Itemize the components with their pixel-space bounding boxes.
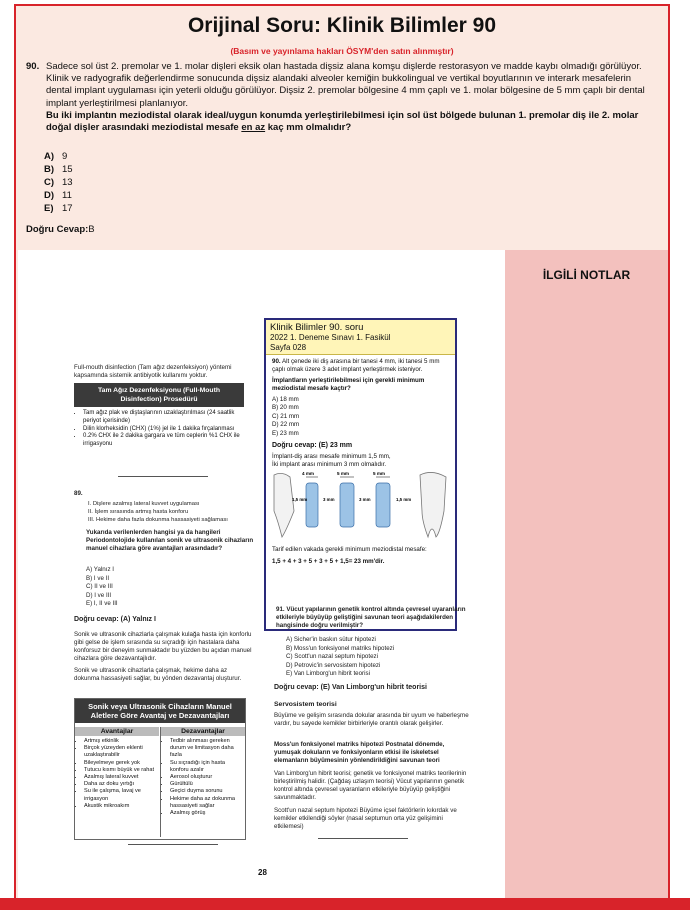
reference-question-box [264, 318, 457, 631]
book-page [18, 250, 505, 904]
notes-column [505, 250, 668, 904]
divider [318, 838, 408, 839]
page-title: Orijinal Soru: Klinik Bilimler 90 [187, 14, 497, 37]
copyright-notice: (Basım ve yayınlama hakları ÖSYM'den satın alınmıştır) [230, 46, 454, 56]
table-title: Sonik veya Ultrasonik Cihazların Manuel Aletlere Göre Avantaj ve Dezavantajları [75, 699, 245, 723]
page-number: 28 [258, 868, 267, 877]
option-d: D) 11 [44, 190, 72, 201]
reference-header: Klinik Bilimler 90. soru 2022 1. Deneme Sınavı 1. Fasikül Sayfa 028 [266, 320, 455, 355]
comparison-table [74, 698, 246, 840]
dim-label: 4 mm [302, 471, 315, 477]
book-intro: Full-mouth disinfection (Tam ağız dezenfeksiyon) yöntemi kapsamında sistemik antibiyotik kullanımı yoktur. [74, 364, 232, 379]
option-a: A) 9 [44, 151, 68, 162]
q89-answer: Doğru cevap: (A) Yalnız I [74, 616, 156, 623]
q91-options: A) Sicher'in baskın sütur hipotezi B) Moss'un fonksiyonel matriks hipotezi C) Scott'un nazal septum hipotezi D) Petrovic'in servosistem hipotezi E) Van Limborg'un hibrit teorisi [286, 636, 395, 678]
list-item: • Tam ağız plak ve diştaşlarının uzaklaştırılması (24 saatlik periyot içerisinde) [83, 410, 244, 426]
question-text [46, 61, 652, 134]
q91-heading: Servosistem teorisi [274, 701, 337, 708]
implant-diagram [272, 471, 450, 541]
dim-label: 1,5 mm [396, 497, 412, 503]
option-c: C) 13 [44, 177, 73, 188]
q91-stem: 91. Vücut yapılarının genetik kontrol altında çevresel uyaranların etkileriyle büyüyüp geliştiğini savunan teori aşağıdakilerden hangisinde doğru verilmiştir? [276, 606, 466, 629]
q89-stem: Yukarıda verilenlerden hangisi ya da hangileri Periodontolojide kullanılan sonik ve ultrasonik cihazların manuel cihazlara göre avantajları arasındadır? [86, 529, 254, 552]
disinfection-box-title: Tam Ağız Dezenfeksiyonu (Full-Mouth Disinfection) Prosedürü [74, 383, 244, 407]
correct-answer: Doğru Cevap:B [26, 224, 95, 235]
option-e: E) 17 [44, 203, 73, 214]
q91-paragraph-1: Büyüme ve gelişim sırasında dokular arasında bir uyum ve haberleşme vardır, bu sayede kemikler birbirleriyle orantılı olarak gelişirler. [274, 712, 469, 727]
q91-answer: Doğru cevap: (E) Van Limborg'un hibrit teorisi [274, 684, 427, 691]
q89-options: A) Yalnız I B) I ve II C) II ve III D) I ve III E) I, II ve III [86, 566, 118, 608]
q91-paragraph-2: Moss'un fonksiyonel matriks hipotezi Postnatal dönemde, yumuşak dokuların ve fonksiyonların etkisi ile iskeletsel elemanların büyümesinin yönlendirildiğini savunan teori [274, 741, 445, 764]
dim-label: 5 mm [337, 471, 350, 477]
table-header: Dezavantajlar [161, 727, 245, 736]
table-header: Avantajlar [75, 727, 159, 736]
disadvantages-column: Dezavantajlar • Tedbir alınması gereken durum ve limitasyon daha fazla • Su sıçradığı için hasta konforu azalır • Aerosol oluşturur • Gürültülü • Geçici duyma sorunu • Hekime daha az dokunma hassasiyeti sağlar • Azalmış görüş [160, 727, 245, 837]
question-ask: Bu iki implantın meziodistal olarak ideal/uygun konumda yerleştirilebilmesi için sol üst bölgede bulunan 1. premolar diş ile 2. molar doğal dişler arasındaki meziodistal mesafe en az kaç mm olmalıdır? [46, 109, 639, 134]
disinfection-box [74, 383, 244, 449]
dim-label: 3 mm [359, 497, 371, 503]
divider [118, 476, 208, 477]
question-number: 90. [26, 61, 40, 72]
dim-label: 1,5 mm [292, 497, 308, 503]
q89-number: 89. [74, 490, 83, 497]
reference-body: 90. Alt çenede iki diş arasına bir tanesi 4 mm, iki tanesi 5 mm çaplı olmak üzere 3 adet implant yerleştirmek isteniyor. İmplantların yerleştirilebilmesi için gerekli minimum meziodistal mesafe kaçtır? A) 18 mm B) 20 mm C) 21 mm D) 22 mm E) 23 mm Doğru cevap: (E) 23 mm İmplant-diş arası mesafe minimum 1,5 mm, İki implant arası minimum 3 mm olmalıdır. 4 mm 5 mm 5 mm 1,5 mm 3 mm 3 mm 1,5 mm Tarif edilen vakada gerekli minimum meziodistal mesafe: 1,5 + 4 + 3 + 5 + 3 + 5 + 1,5= 23 mm'dir. [266, 355, 455, 569]
answer-options [44, 150, 73, 215]
notes-title: İLGİLİ NOTLAR [542, 268, 631, 282]
dim-label: 3 mm [323, 497, 335, 503]
list-item: • 0.2% CHX ile 2 dakika gargara ve tüm ceplerin %1 CHX ile irrigasyonu [83, 433, 244, 449]
dim-label: 5 mm [373, 471, 386, 477]
advantages-column: Avantajlar • Artmış etkinlik • Birçok yüzeyden eklenti uzaklaştırabilir • Bileyelmeye gerek yok • Tutucu kısmı büyük ve rahat • Azalmış lateral kuvvet • Daha az doku yırtığı • Su ile çalışma, lavaj ve irrigasyon • Akustik mikroakım [75, 727, 159, 812]
q89-explanation-2: Sonik ve ultrasonik cihazlarla çalışmak, hekime daha az dokunma hassasiyeti sağlar, bu yönden dezavantaj oluşturur. [74, 667, 242, 682]
question-stem: Sadece sol üst 2. premolar ve 1. molar dişleri eksik olan hastada dişsiz alana komşu dişlerde restorasyon ve madde kaybı olmadığı görülüyor. Klinik ve radyografik değerlendirme sonucunda dişsiz alandaki alveoler kemiğin bukkolingual ve vertikal boyutlarının ve interark mesafelerin dental implant uygulaması için yeterli olduğu görülüyor. Dişsiz 2. premolar bölgesine 4 mm çaplı ve 1. molar bölgesine de 5 mm çaplı bir dental implant yerleştirilmesi planlanıyor. [46, 61, 645, 109]
q89-explanation-1: Sonik ve ultrasonik cihazlarla çalışmak kulağa hasta için konforlu gibi gelse de işlem sırasında su sıçradığı için hastalara daha konforsuz bir deneyim sunmaktadır bu yüzden bu açıdan manuel cihazlara göre dezavantajlıdır. [74, 631, 252, 662]
option-b: B) 15 [44, 164, 73, 175]
list-item: • Dilin klorheksidin (CHX) (1%) jel ile 1 dakika fırçalanması [83, 426, 244, 434]
q91-paragraph-4: Scott'un nazal septum hipotezi Büyüme içsel faktörlerin kıkırdak ve kemikler etkilendiği söyler (nasal septumun orta yüz gelişimini etkilemesi) [274, 807, 457, 830]
divider [128, 844, 218, 845]
q89-items: I. Dişlere azalmış lateral kuvvet uygulaması II. İşlem sırasında artmış hasta konforu III. Hekime daha fazla dokunma hassasiyeti sağlaması [88, 501, 228, 523]
bottom-bar [0, 898, 690, 910]
page-frame [14, 4, 670, 906]
q91-paragraph-3: Van Limborg'un hibrit teorisi; genetik ve fonksiyonel matriks teorilerinin birleştirilmiş halidir. (Çağdaş uzlaşım teorisi) Vücut yapılarının genetik kontrol altında çevresel uyaranların etkileriyle büyüyüp geliştiğini savunmaktadır. [274, 770, 467, 801]
